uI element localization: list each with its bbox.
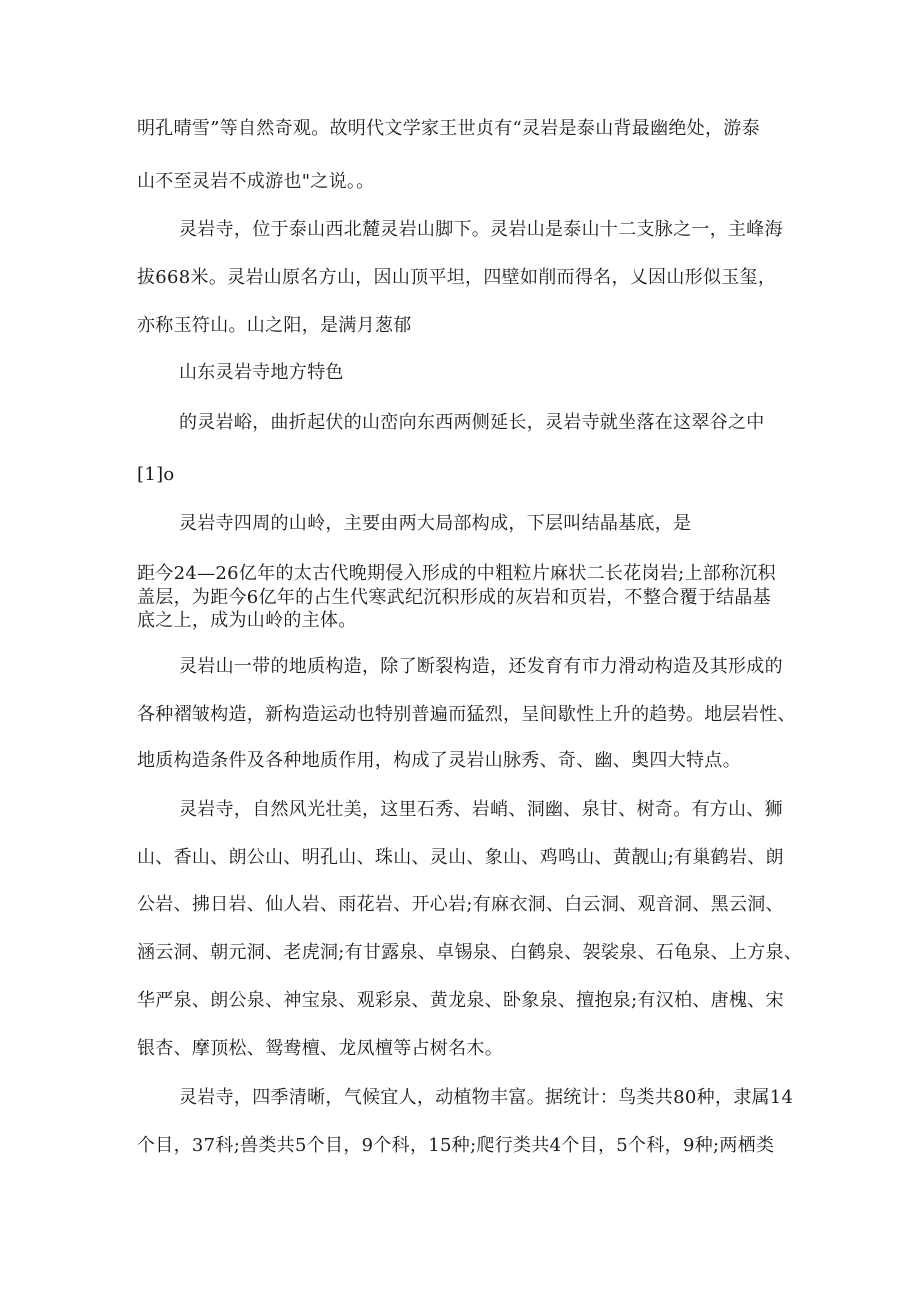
text-line: 灵岩寺，四季清晰，气候宜人，动植物丰富。据统计：鸟类共80种，隶属14 — [179, 1087, 794, 1108]
text-line: 个目，37科;兽类共5个目，9个科，15种;爬行类共4个目，5个科，9种;两栖类 — [137, 1135, 775, 1156]
text-line: [1]o — [137, 464, 175, 485]
text-line: 距今24—26亿年的太古代晚期侵入形成的中粗粒片麻状二长花岗岩;上部称沉积 — [137, 563, 776, 584]
text-line: 各种褶皱构造，新构造运动也特别普遍而猛烈，呈间歇性上升的趋势。地层岩性、 — [137, 704, 796, 725]
text-line: 的灵岩峪，曲折起伏的山峦向东西两侧延长，灵岩寺就坐落在这翠谷之中 — [179, 412, 765, 433]
text-line: 盖层，为距今6亿年的占生代寒武纪沉积形成的灰岩和页岩，不整合覆于结晶基 — [137, 587, 771, 608]
text-line: 公岩、拂日岩、仙人岩、雨花岩、开心岩;有麻衣洞、白云洞、观音洞、黑云洞、 — [137, 894, 784, 915]
text-line: 涵云洞、朝元洞、老虎洞;有甘露泉、卓锡泉、白鹤泉、袈裟泉、石龟泉、上方泉、 — [137, 942, 803, 963]
text-line: 明孔晴雪”等自然奇观。故明代文学家王世贞有“灵岩是泰山背最幽绝处，游泰 — [137, 118, 760, 139]
text-line: 灵岩寺，位于泰山西北麓灵岩山脚下。灵岩山是泰山十二支脉之一，主峰海 — [179, 219, 783, 240]
text-line: 山、香山、朗公山、明孔山、珠山、灵山、象山、鸡鸣山、黄靓山;有巢鹤岩、朗 — [137, 847, 784, 868]
text-line: 拔668米。灵岩山原名方山，因山顶平坦，四壁如削而得名，乂因山形似玉玺， — [137, 267, 777, 288]
text-line: 华严泉、朗公泉、神宝泉、观彩泉、黄龙泉、卧象泉、擅抱泉;有汉柏、唐槐、宋 — [137, 990, 784, 1011]
text-line: 灵岩寺，自然风光壮美，这里石秀、岩峭、洞幽、泉甘、树奇。有方山、狮 — [179, 799, 783, 820]
section-heading: 山东灵岩寺地方特色 — [179, 362, 344, 383]
text-line: 地质构造条件及各种地质作用，构成了灵岩山脉秀、奇、幽、奥四大特点。 — [137, 750, 741, 771]
text-line: 银杏、摩顶松、鸳鸯檀、龙凤檀等占树名木。 — [137, 1038, 503, 1059]
text-line: 山不至灵岩不成游也"之说。。 — [137, 171, 375, 192]
text-line: 亦称玉符山。山之阳，是满月葱郁 — [137, 315, 412, 336]
text-line: 底之上，成为山岭的主体。 — [137, 610, 357, 631]
text-line: 灵岩山一带的地质构造，除了断裂构造，还发育有市力滑动构造及其形成的 — [179, 656, 783, 677]
text-line: 灵岩寺四周的山岭，主要由两大局部构成，下层叫结晶基底，是 — [179, 513, 692, 534]
